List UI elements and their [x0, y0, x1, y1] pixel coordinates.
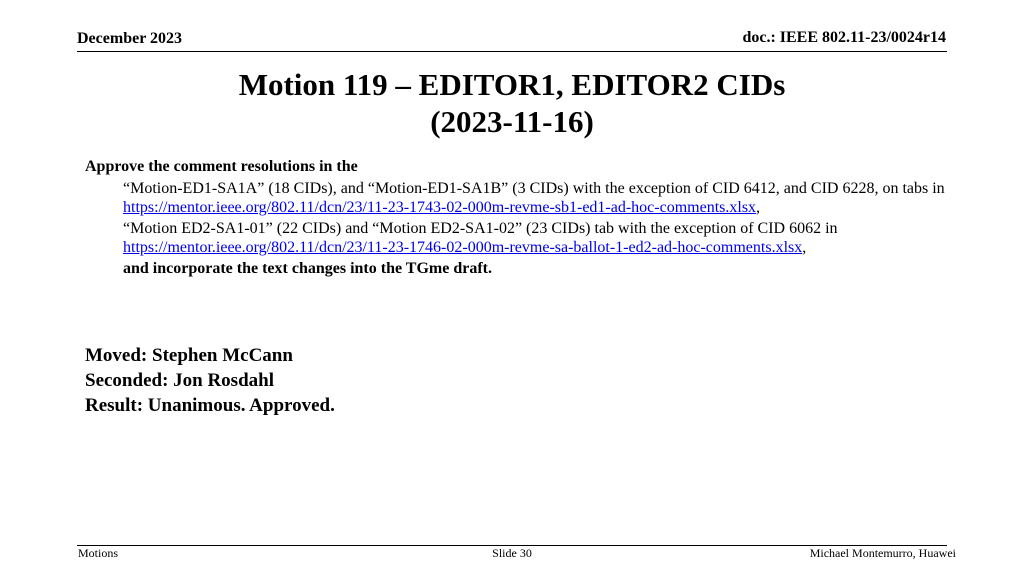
- motion-item-1-text: “Motion-ED1-SA1A” (18 CIDs), and “Motion-ED1-SA1B” (3 CIDs) with the exception of CID 6412, and CID 6228, on tabs in: [123, 180, 945, 197]
- motion-result: [85, 343, 335, 418]
- footer-slide-number: Slide 30: [492, 546, 532, 560]
- slide-title-line1: Motion 119 – EDITOR1, EDITOR2 CIDs: [238, 67, 786, 102]
- motion-intro: Approve the comment resolutions in the: [85, 158, 358, 175]
- header-doc-id: doc.: IEEE 802.11-23/0024r14: [742, 29, 946, 46]
- seconded-by: Seconded: Jon Rosdahl: [85, 370, 274, 391]
- motion-item-2-link[interactable]: https://mentor.ieee.org/802.11/dcn/23/11-23-1746-02-000m-revme-sa-ballot-1-ed2-ad-hoc-comments.xlsx: [123, 239, 803, 256]
- motion-item-2-tail: ,: [802, 239, 807, 256]
- motion-item-1: [123, 179, 945, 217]
- motion-closing: and incorporate the text changes into the TGme draft.: [123, 260, 492, 277]
- vote-result: Result: Unanimous. Approved.: [85, 395, 335, 416]
- slide-title: [0, 66, 1024, 140]
- header-date: December 2023: [77, 30, 182, 47]
- motion-item-1-tail: ,: [756, 199, 761, 216]
- motion-item-2-text: “Motion ED2-SA1-01” (22 CIDs) and “Motion ED2-SA1-02” (23 CIDs) tab with the exception of CID 6062 in: [123, 220, 838, 237]
- motion-item-2: [123, 219, 945, 257]
- moved-by: Moved: Stephen McCann: [85, 345, 293, 366]
- header-divider: [77, 51, 947, 52]
- footer-author: Michael Montemurro, Huawei: [809, 546, 956, 560]
- motion-item-1-link[interactable]: https://mentor.ieee.org/802.11/dcn/23/11-23-1743-02-000m-revme-sb1-ed1-ad-hoc-comments.xlsx: [123, 199, 757, 216]
- footer-section: Motions: [78, 546, 119, 560]
- motion-body: [85, 157, 945, 278]
- slide-title-line2: (2023-11-16): [430, 104, 594, 139]
